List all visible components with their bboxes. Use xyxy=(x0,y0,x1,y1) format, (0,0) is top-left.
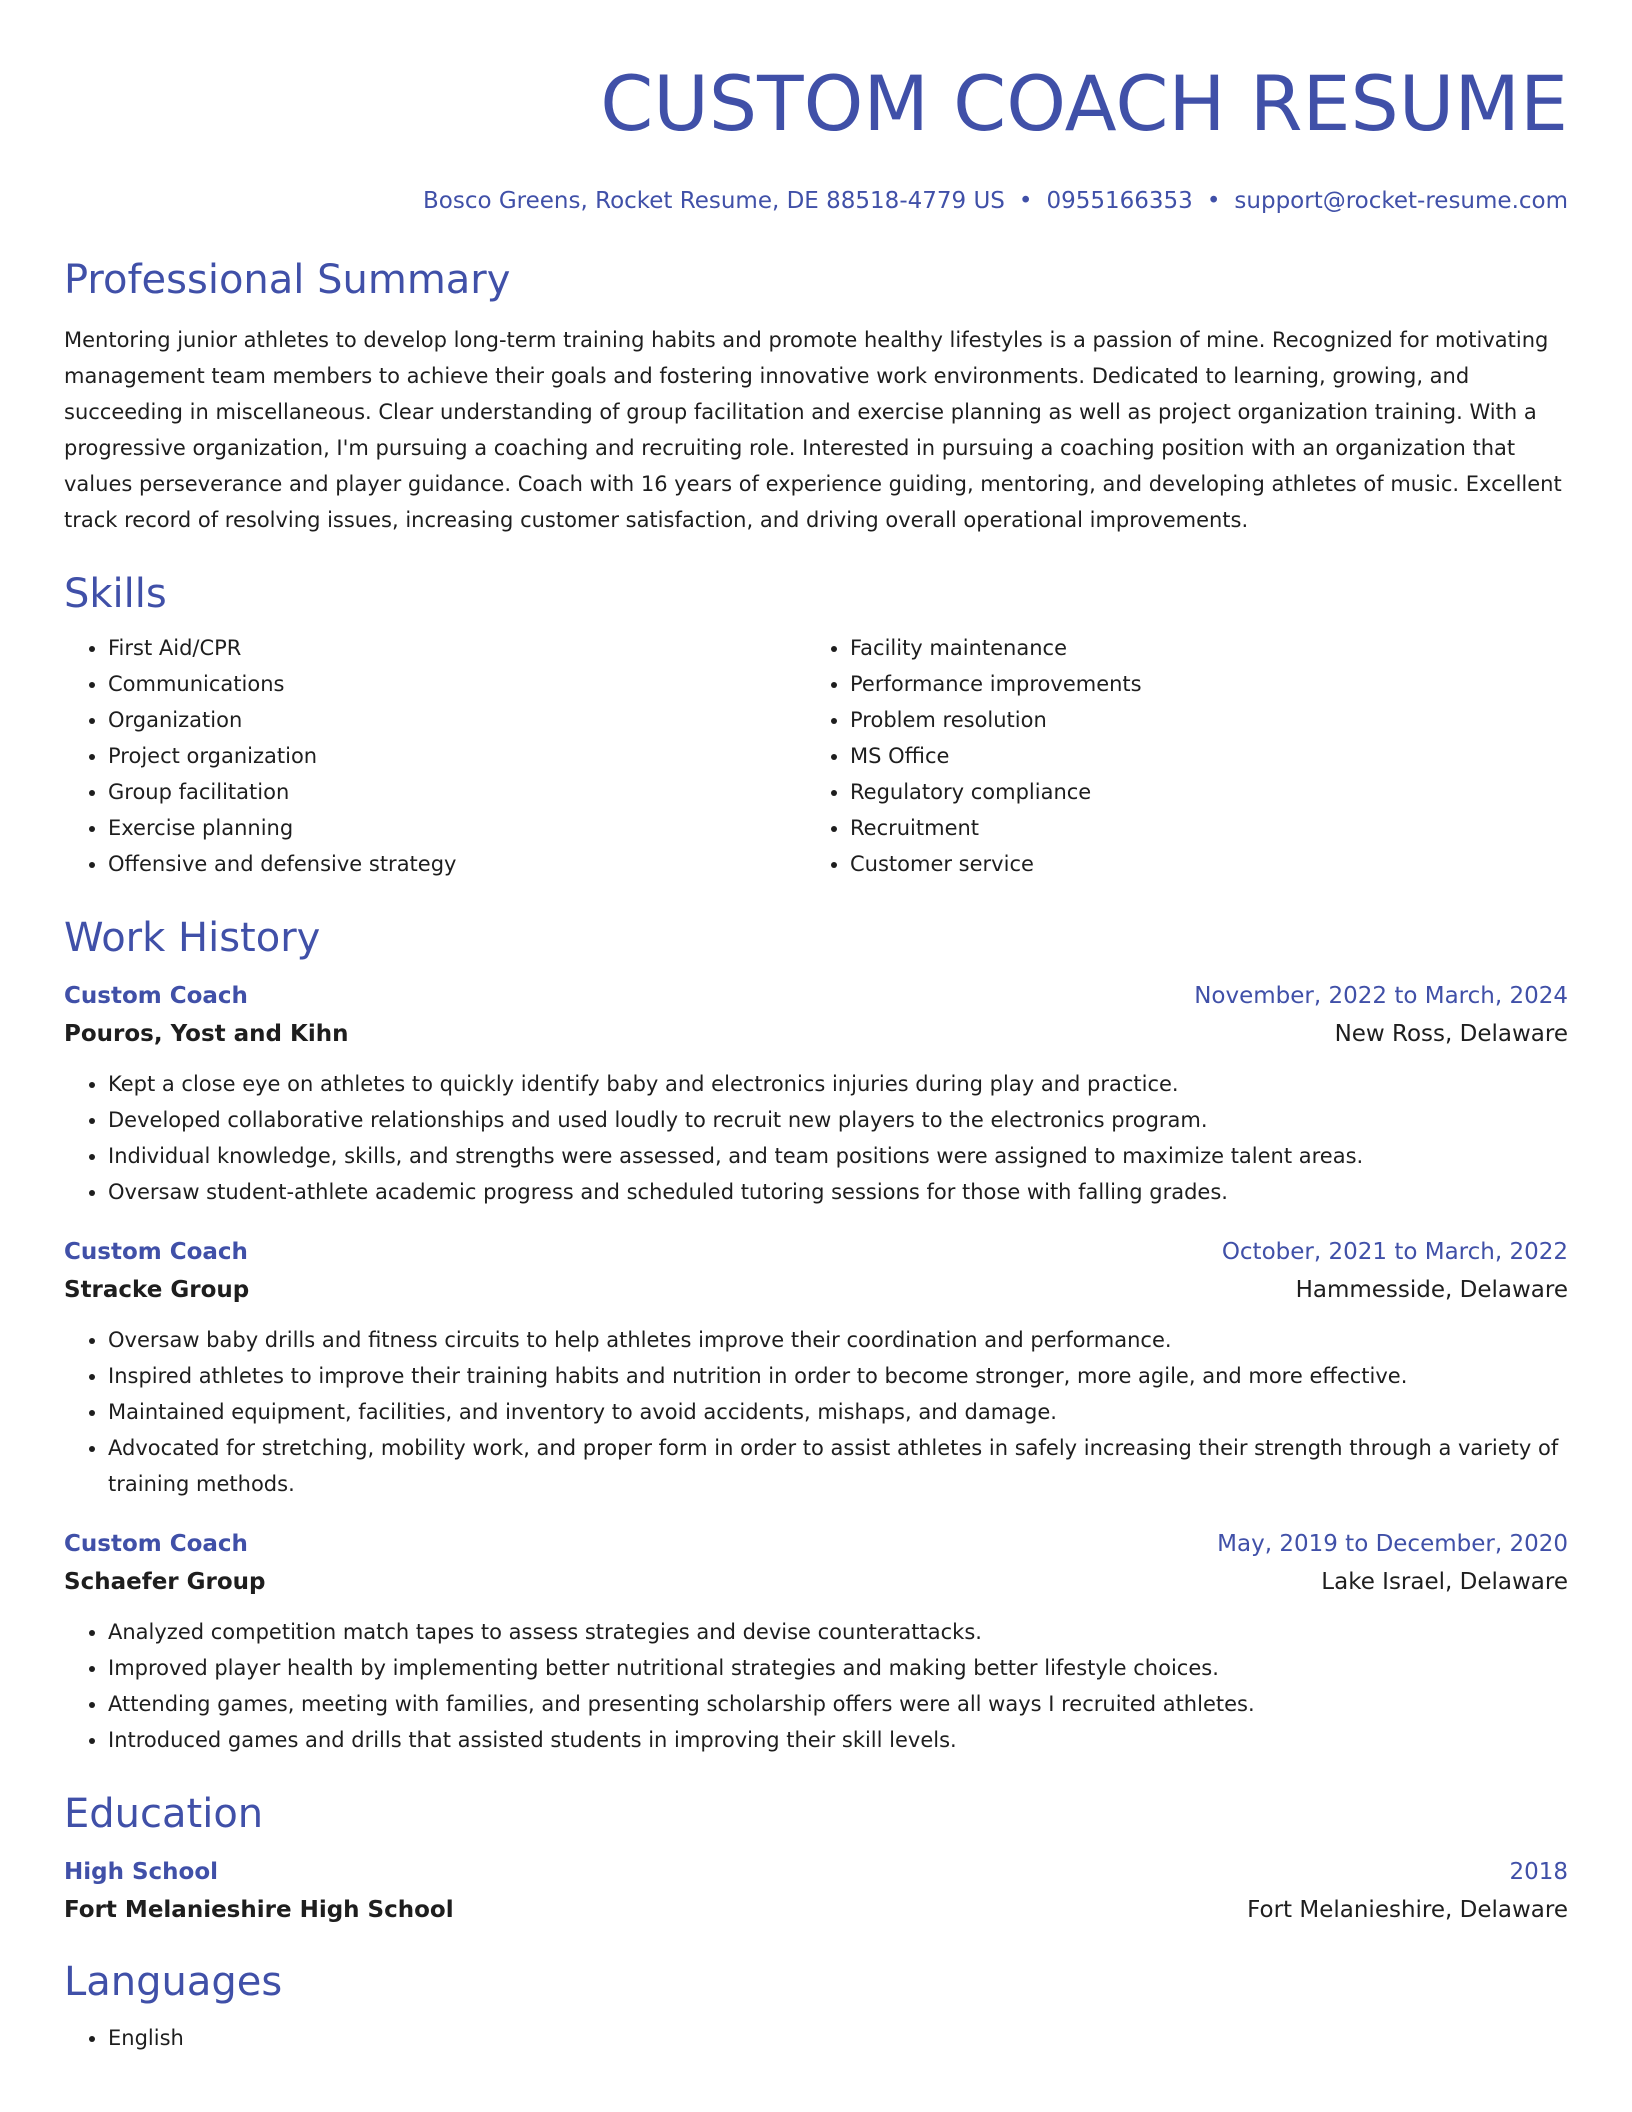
education-year: 2018 xyxy=(1509,1859,1568,1885)
skill-item: • Recruitment xyxy=(850,810,1548,846)
job-title: Custom Coach xyxy=(64,983,248,1009)
contact-line xyxy=(64,186,1568,216)
contact-phone: 0955166353 xyxy=(1046,188,1193,214)
section-title-skills: Skills xyxy=(64,571,167,617)
education-entry xyxy=(64,1852,1568,1928)
job-location: Hammesside, Delaware xyxy=(1295,1277,1568,1303)
job-bullets xyxy=(64,1614,1568,1758)
job-title: Custom Coach xyxy=(64,1531,248,1557)
professional-summary-section xyxy=(64,254,1568,538)
section-title-work: Work History xyxy=(64,915,321,961)
job-company-row xyxy=(64,1272,1568,1308)
job-bullet: • Inspired athletes to improve their training habits and nutrition in order to become stronger, more agile, and more effective. xyxy=(108,1358,1568,1394)
job-bullet: • Oversaw baby drills and fitness circuits to help athletes improve their coordination and performance. xyxy=(108,1322,1568,1358)
education-degree: High School xyxy=(64,1859,219,1885)
skill-item: • Offensive and defensive strategy xyxy=(108,846,806,882)
job-bullet: • Oversaw student-athlete academic progress and scheduled tutoring sessions for those with falling grades. xyxy=(108,1174,1568,1210)
job-entry xyxy=(64,1232,1568,1502)
education-header-row xyxy=(64,1852,1568,1892)
job-dates: May, 2019 to December, 2020 xyxy=(1217,1531,1568,1557)
job-company-row xyxy=(64,1016,1568,1052)
summary-text: Mentoring junior athletes to develop long-term training habits and promote healthy lifestyles is a passion of mine. Recognized for motivating management team members to achieve their goals and fostering innovative work environments. Dedicated to learning, growing, and succeeding in miscellaneous. Clear understanding of group facilitation and exercise planning as well as project organization training. With a progressive organization, I'm pursuing a coaching and recruiting role. Interested in pursuing a coaching position with an organization that values perseverance and player guidance. Coach with 16 years of experience guiding, mentoring, and developing athletes of music. Excellent track record of resolving issues, increasing customer satisfaction, and driving overall operational improvements. xyxy=(64,328,1562,532)
skill-item: • MS Office xyxy=(850,738,1548,774)
skill-item: • Group facilitation xyxy=(108,774,806,810)
resume-header xyxy=(64,56,1568,216)
skill-item: • Project organization xyxy=(108,738,806,774)
section-title-languages: Languages xyxy=(64,1959,283,2005)
skill-item: • Facility maintenance xyxy=(850,630,1548,666)
job-header-row xyxy=(64,976,1568,1016)
job-title: Custom Coach xyxy=(64,1239,248,1265)
job-bullet: • Attending games, meeting with families, and presenting scholarship offers were all ways I recruited athletes. xyxy=(108,1686,1568,1722)
skills-column-left xyxy=(64,630,806,882)
languages-section xyxy=(64,1956,1568,2056)
job-bullets xyxy=(64,1322,1568,1502)
job-bullet: • Maintained equipment, facilities, and inventory to avoid accidents, mishaps, and damage. xyxy=(108,1394,1568,1430)
skill-item: • Problem resolution xyxy=(850,702,1548,738)
skill-item: • Organization xyxy=(108,702,806,738)
skill-item: • First Aid/CPR xyxy=(108,630,806,666)
education-section xyxy=(64,1788,1568,1928)
work-history-section xyxy=(64,912,1568,1758)
job-company: Schaefer Group xyxy=(64,1569,266,1595)
resume-title: CUSTOM COACH RESUME xyxy=(600,59,1568,148)
job-header-row xyxy=(64,1524,1568,1564)
job-bullet: • Introduced games and drills that assisted students in improving their skill levels. xyxy=(108,1722,1568,1758)
section-title-summary: Professional Summary xyxy=(64,257,511,303)
job-dates: November, 2022 to March, 2024 xyxy=(1194,983,1568,1009)
skills-column-right xyxy=(806,630,1548,882)
job-bullet: • Developed collaborative relationships and used loudly to recruit new players to the electronics program. xyxy=(108,1102,1568,1138)
skill-item: • Exercise planning xyxy=(108,810,806,846)
contact-separator: • xyxy=(1206,188,1221,214)
job-location: New Ross, Delaware xyxy=(1334,1021,1568,1047)
skills-grid xyxy=(64,630,1568,882)
section-title-education: Education xyxy=(64,1791,264,1837)
job-bullet: • Kept a close eye on athletes to quickly identify baby and electronics injuries during play and practice. xyxy=(108,1066,1568,1102)
job-bullet: • Analyzed competition match tapes to assess strategies and devise counterattacks. xyxy=(108,1614,1568,1650)
contact-separator: • xyxy=(1018,188,1033,214)
job-company-row xyxy=(64,1564,1568,1600)
contact-email: support@rocket-resume.com xyxy=(1234,188,1568,214)
education-school-row xyxy=(64,1892,1568,1928)
job-bullet: • Individual knowledge, skills, and strengths were assessed, and team positions were assigned to maximize talent areas. xyxy=(108,1138,1568,1174)
skill-item: • Customer service xyxy=(850,846,1548,882)
job-bullets xyxy=(64,1066,1568,1210)
job-company: Stracke Group xyxy=(64,1277,250,1303)
skills-section xyxy=(64,568,1568,882)
job-bullet: • Advocated for stretching, mobility work, and proper form in order to assist athletes in safely increasing their strength through a variety of training methods. xyxy=(108,1430,1568,1502)
education-school: Fort Melanieshire High School xyxy=(64,1897,454,1923)
job-location: Lake Israel, Delaware xyxy=(1321,1569,1568,1595)
job-company: Pouros, Yost and Kihn xyxy=(64,1021,349,1047)
language-item: • English xyxy=(108,2020,1568,2056)
job-dates: October, 2021 to March, 2022 xyxy=(1221,1239,1568,1265)
job-entry xyxy=(64,1524,1568,1758)
job-entry xyxy=(64,976,1568,1210)
skill-item: • Communications xyxy=(108,666,806,702)
skill-item: • Performance improvements xyxy=(850,666,1548,702)
job-bullet: • Improved player health by implementing better nutritional strategies and making better lifestyle choices. xyxy=(108,1650,1568,1686)
education-location: Fort Melanieshire, Delaware xyxy=(1247,1897,1568,1923)
contact-address: Bosco Greens, Rocket Resume, DE 88518-4779 US xyxy=(423,188,1005,214)
skill-item: • Regulatory compliance xyxy=(850,774,1548,810)
job-header-row xyxy=(64,1232,1568,1272)
languages-list xyxy=(64,2020,1568,2056)
